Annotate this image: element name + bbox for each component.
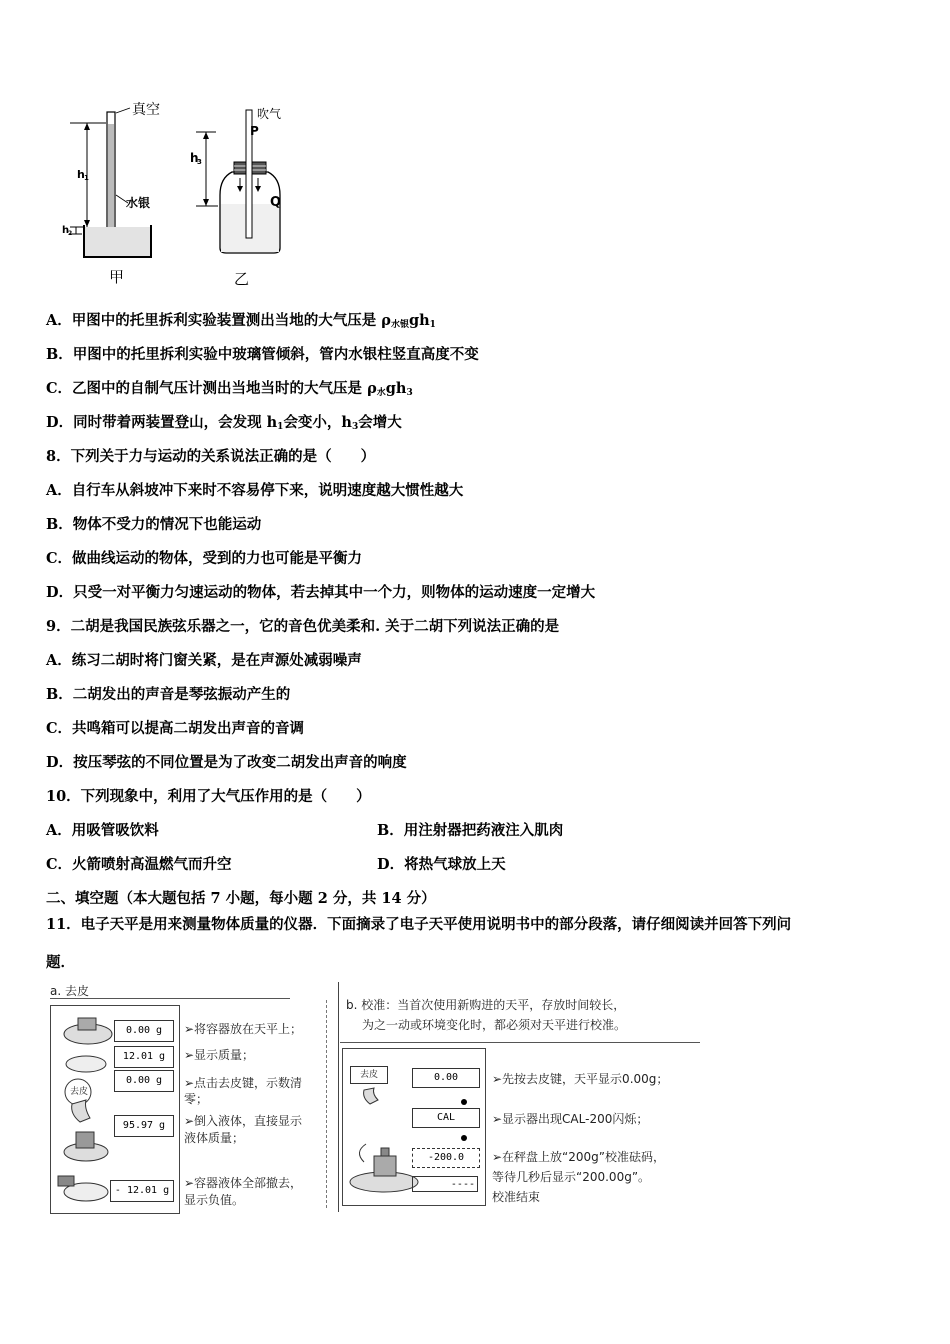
- q11-stem-line2: 题．: [46, 954, 75, 971]
- right-tare-key: 去皮: [350, 1066, 388, 1084]
- q8-option-a: A．自行车从斜坡冲下来时不容易停下来，说明速度越大惯性越大: [46, 482, 464, 499]
- label-h2-sub: 2: [68, 230, 73, 237]
- left-note-1: ➢将容器放在天平上；: [184, 1022, 303, 1036]
- right-note-5: 校准结束: [492, 1190, 541, 1204]
- q9-option-c: C．共鸣箱可以提高二胡发出声音的音调: [46, 720, 305, 737]
- label-h1-sub: 1: [84, 174, 89, 182]
- manual-left-title: a. 去皮: [50, 984, 89, 998]
- left-display-3: 0.00 g: [114, 1070, 174, 1092]
- label-h2: h: [62, 225, 70, 236]
- right-title-line2: 为之一动或环境变化时，都必须对天平进行校准。: [362, 1018, 627, 1032]
- label-mercury: 水银: [126, 196, 151, 210]
- label-vacuum: 真空: [132, 102, 160, 118]
- left-tare-key-label: 去皮: [70, 1087, 89, 1097]
- q8-option-d: D．只受一对平衡力匀速运动的物体，若去掉其中一个力，则物体的运动速度一定增大: [46, 584, 596, 601]
- manual-left-panel: [46, 982, 336, 1212]
- q7-option-d: D．同时带着两装置登山，会发现 $h_1$会变小，$h_3$会增大: [46, 414, 402, 432]
- caption-yi: 乙: [234, 270, 250, 288]
- q10-stem: 10．下列现象中，利用了大气压作用的是（ ）: [46, 788, 371, 805]
- label-q: Q: [270, 195, 282, 210]
- figure-top: [56, 100, 316, 290]
- left-note-3: ➢点击去皮键，示数清: [184, 1076, 303, 1090]
- right-title-line1: b. 校准：当首次使用新购进的天平，存放时间较长，: [346, 998, 626, 1012]
- q7-option-b: B．甲图中的托里拆利实验中玻璃管倾斜，管内水银柱竖直高度不变: [46, 346, 479, 363]
- right-note-4: 等待几秒后显示“200.00g”。: [492, 1170, 651, 1184]
- label-h1: h: [77, 168, 85, 181]
- q8-option-b: B．物体不受力的情况下也能运动: [46, 516, 262, 533]
- left-display-4: 95.97 g: [114, 1115, 174, 1137]
- q9-option-d: D．按压琴弦的不同位置是为了改变二胡发出声音的响度: [46, 754, 407, 771]
- right-display-1: 0.00: [412, 1068, 480, 1088]
- left-note-7: ➢容器液体全部撤去，: [184, 1176, 303, 1190]
- right-note-3: ➢在秤盘上放“200g”校准砝码，: [492, 1150, 666, 1164]
- caption-jia: 甲: [109, 268, 125, 286]
- left-note-8: 显示负值。: [184, 1193, 245, 1207]
- q10-option-b: B．用注射器把药液注入肌肉: [377, 822, 564, 839]
- left-display-1: 0.00 g: [114, 1020, 174, 1042]
- left-display-2: 12.01 g: [114, 1046, 174, 1068]
- right-display-3: -200.0: [412, 1148, 480, 1168]
- right-display-4: ----: [412, 1176, 478, 1192]
- label-h3-sub: 3: [197, 158, 202, 166]
- q10-option-a: A．用吸管吸饮料: [46, 822, 159, 839]
- label-p: P: [250, 124, 259, 138]
- q9-option-b: B．二胡发出的声音是琴弦振动产生的: [46, 686, 291, 703]
- manual-right-panel: [338, 982, 718, 1212]
- q7-option-c: C．乙图中的自制气压计测出当地当时的大气压是 $\rho_水gh_3$: [46, 380, 413, 398]
- right-note-1: ➢先按去皮键，天平显示0.00g；: [492, 1072, 669, 1086]
- left-note-5: ➢倒入液体，直接显示: [184, 1114, 303, 1128]
- q11-stem-line1: 11．电子天平是用来测量物体质量的仪器．下面摘录了电子天平使用说明书中的部分段落，请仔细阅读并回答下列问: [46, 916, 792, 933]
- q8-option-c: C．做曲线运动的物体，受到的力也可能是平衡力: [46, 550, 363, 567]
- left-note-2: ➢显示质量；: [184, 1048, 255, 1062]
- figure-jia: [62, 101, 160, 286]
- left-display-5: - 12.01 g: [110, 1180, 174, 1202]
- q9-stem: 9．二胡是我国民族弦乐器之一，它的音色优美柔和. 关于二胡下列说法正确的是: [46, 618, 560, 635]
- q10-option-d: D．将热气球放上天: [377, 856, 506, 873]
- figure-yi: [190, 106, 281, 288]
- q8-stem: 8．下列关于力与运动的关系说法正确的是（ ）: [46, 448, 376, 465]
- q9-option-a: A．练习二胡时将门窗关紧，是在声源处减弱噪声: [46, 652, 362, 669]
- section2-heading: 二、填空题（本大题包括 7 小题，每小题 2 分，共 14 分）: [46, 890, 436, 907]
- left-note-6: 液体质量；: [184, 1131, 245, 1145]
- q10-option-c: C．火箭喷射高温燃气而升空: [46, 856, 232, 873]
- label-blow: 吹气: [257, 107, 282, 121]
- right-display-2: CAL: [412, 1108, 480, 1128]
- label-h3: h: [190, 151, 199, 165]
- right-note-2: ➢显示器出现CAL-200闪烁；: [492, 1112, 649, 1126]
- q7-option-a: A．甲图中的托里拆利实验装置测出当地的大气压是 $\rho_{水银}gh_1$: [46, 312, 436, 330]
- left-note-4: 零；: [184, 1092, 209, 1106]
